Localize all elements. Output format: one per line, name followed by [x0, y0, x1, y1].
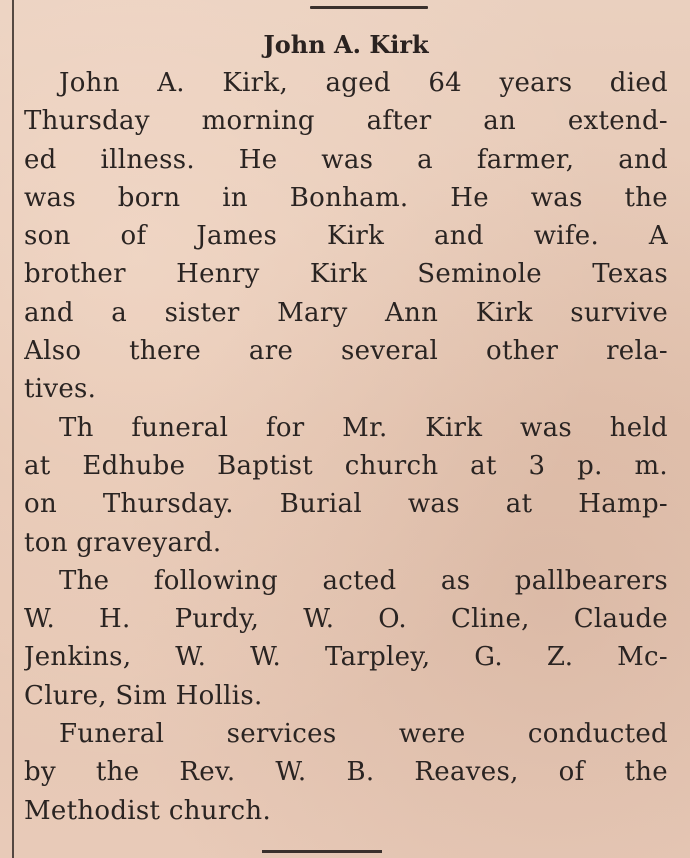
- column-rule-left: [12, 0, 14, 858]
- text-line: Funeral services were conducted: [59, 719, 668, 750]
- paragraph-2: [24, 409, 668, 562]
- text-line: tives.: [24, 374, 97, 405]
- paragraph-4: [24, 715, 668, 830]
- text-line: by the Rev. W. B. Reaves, of the: [24, 757, 668, 788]
- text-line: son of James Kirk and wife. A: [24, 221, 668, 252]
- text-line: The following acted as pallbearers: [59, 565, 668, 596]
- separator-rule-top: [310, 6, 428, 9]
- text-line: ton graveyard.: [24, 527, 222, 558]
- text-line: at Edhube Baptist church at 3 p. m.: [24, 450, 668, 481]
- text-line: on Thursday. Burial was at Hamp-: [24, 489, 668, 520]
- paragraph-3: [24, 562, 668, 715]
- text-line: Methodist church.: [24, 795, 272, 826]
- text-line: Also there are several other rela-: [24, 336, 668, 367]
- text-line: was born in Bonham. He was the: [24, 182, 668, 213]
- text-line: W. H. Purdy, W. O. Cline, Claude: [24, 604, 668, 635]
- text-line: and a sister Mary Ann Kirk survive: [24, 297, 668, 328]
- text-line: Clure, Sim Hollis.: [24, 680, 263, 711]
- obituary-article: [24, 26, 668, 830]
- text-line: ed illness. He was a farmer, and: [24, 144, 668, 175]
- separator-rule-bottom: [262, 850, 382, 853]
- article-headline: John A. Kirk: [263, 30, 429, 59]
- text-line: John A. Kirk, aged 64 years died: [59, 68, 668, 98]
- text-line: Jenkins, W. W. Tarpley, G. Z. Mc-: [24, 642, 668, 673]
- text-line: Thursday morning after an extend-: [24, 106, 668, 137]
- text-line: Th funeral for Mr. Kirk was held: [59, 412, 668, 443]
- paragraph-1: [24, 64, 668, 409]
- text-line: brother Henry Kirk Seminole Texas: [24, 259, 668, 290]
